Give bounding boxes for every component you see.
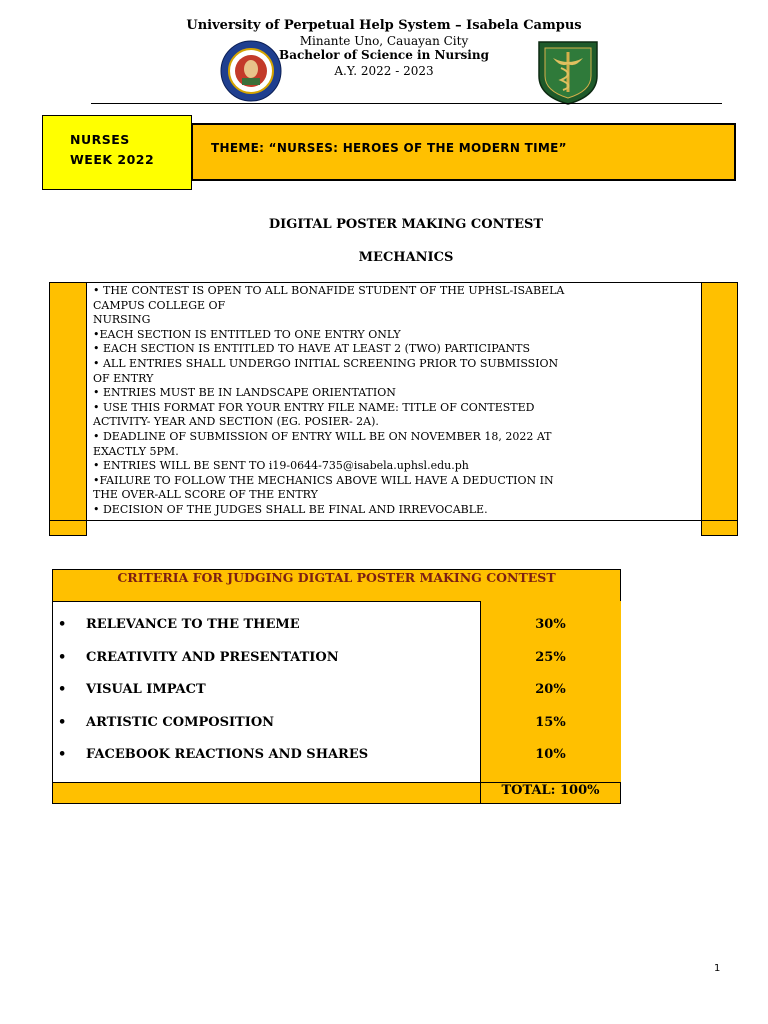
- mechanics-line: • EACH SECTION IS ENTITLED TO HAVE AT LEAST 2 (TWO) PARTICIPANTS: [93, 342, 531, 356]
- mechanics-line: •EACH SECTION IS ENTITLED TO ONE ENTRY ONLY: [93, 327, 401, 341]
- mechanics-line: • ENTRIES WILL BE SENT TO i19-0644-735@isabela.uphsl.edu.ph: [93, 459, 469, 473]
- criteria-label: ARTISTIC COMPOSITION: [86, 715, 275, 730]
- nursing-college-crest-icon: [535, 38, 601, 106]
- bullet-icon: •: [58, 650, 67, 665]
- criteria-percent: 25%: [535, 650, 566, 665]
- mechanics-line: NURSING: [93, 313, 151, 327]
- mechanics-line: ACTIVITY- YEAR AND SECTION (EG. POSIER- 2A).: [93, 415, 379, 429]
- nurses-week-label: [70, 130, 154, 170]
- mechanics-bottom-cell: [87, 521, 701, 536]
- mechanics-line: • DECISION OF THE JUDGES SHALL BE FINAL AND IRREVOCABLE.: [93, 502, 488, 516]
- criteria-percent: 20%: [535, 682, 566, 697]
- mechanics-line: • ENTRIES MUST BE IN LANDSCAPE ORIENTATION: [93, 386, 396, 400]
- mechanics-line: OF ENTRY: [93, 371, 154, 385]
- criteria-percent: 10%: [535, 747, 566, 762]
- theme-text: THEME: “NURSES: HEROES OF THE MODERN TIME”: [211, 141, 567, 155]
- criteria-percent: 30%: [535, 617, 566, 632]
- criteria-label: FACEBOOK REACTIONS AND SHARES: [86, 747, 369, 762]
- bullet-icon: •: [58, 682, 67, 697]
- criteria-item: [58, 747, 368, 762]
- mechanics-line: • THE CONTEST IS OPEN TO ALL BONAFIDE STUDENT OF THE UPHSL-ISABELA: [93, 284, 565, 297]
- criteria-percent: 15%: [535, 715, 566, 730]
- mechanics-line: CAMPUS COLLEGE OF: [93, 298, 226, 312]
- mechanics-list: [93, 284, 697, 518]
- criteria-label: CREATIVITY AND PRESENTATION: [86, 650, 339, 665]
- program-name: Bachelor of Science in Nursing: [279, 48, 489, 62]
- criteria-total: TOTAL: 100%: [501, 783, 600, 798]
- mechanics-line: • USE THIS FORMAT FOR YOUR ENTRY FILE NAME: TITLE OF CONTESTED: [93, 400, 535, 414]
- bullet-icon: •: [58, 715, 67, 730]
- mechanics-line: •FAILURE TO FOLLOW THE MECHANICS ABOVE WILL HAVE A DEDUCTION IN: [93, 473, 554, 487]
- contest-title: DIGITAL POSTER MAKING CONTEST: [268, 217, 544, 232]
- mechanics-title: MECHANICS: [358, 250, 454, 265]
- campus-address: Minante Uno, Cauayan City: [299, 34, 469, 48]
- criteria-label: VISUAL IMPACT: [86, 682, 206, 697]
- mechanics-line: • ALL ENTRIES SHALL UNDERGO INITIAL SCREENING PRIOR TO SUBMISSION: [93, 356, 559, 370]
- criteria-item: [58, 715, 274, 730]
- mechanics-left-margin: [49, 282, 87, 536]
- mechanics-right-margin: [701, 282, 738, 536]
- bullet-icon: •: [58, 747, 67, 762]
- criteria-item: [58, 617, 300, 632]
- mechanics-line: EXACTLY 5PM.: [93, 444, 179, 458]
- nurses-week-line1: NURSES: [70, 132, 130, 147]
- nurses-week-line2: WEEK 2022: [70, 152, 155, 167]
- mechanics-line: • DEADLINE OF SUBMISSION OF ENTRY WILL BE ON NOVEMBER 18, 2022 AT: [93, 429, 552, 443]
- university-seal-icon: [220, 40, 282, 102]
- criteria-heading: CRITERIA FOR JUDGING DIGTAL POSTER MAKING CONTEST: [117, 570, 556, 585]
- criteria-item: [58, 682, 206, 697]
- university-name: University of Perpetual Help System – Isabela Campus: [186, 18, 582, 33]
- page-number: 1: [714, 963, 721, 974]
- criteria-label: RELEVANCE TO THE THEME: [86, 617, 300, 632]
- criteria-item: [58, 650, 339, 665]
- header-divider: [91, 103, 722, 104]
- academic-year: A.Y. 2022 - 2023: [334, 64, 434, 78]
- bullet-icon: •: [58, 617, 67, 632]
- mechanics-line: THE OVER-ALL SCORE OF THE ENTRY: [93, 488, 318, 502]
